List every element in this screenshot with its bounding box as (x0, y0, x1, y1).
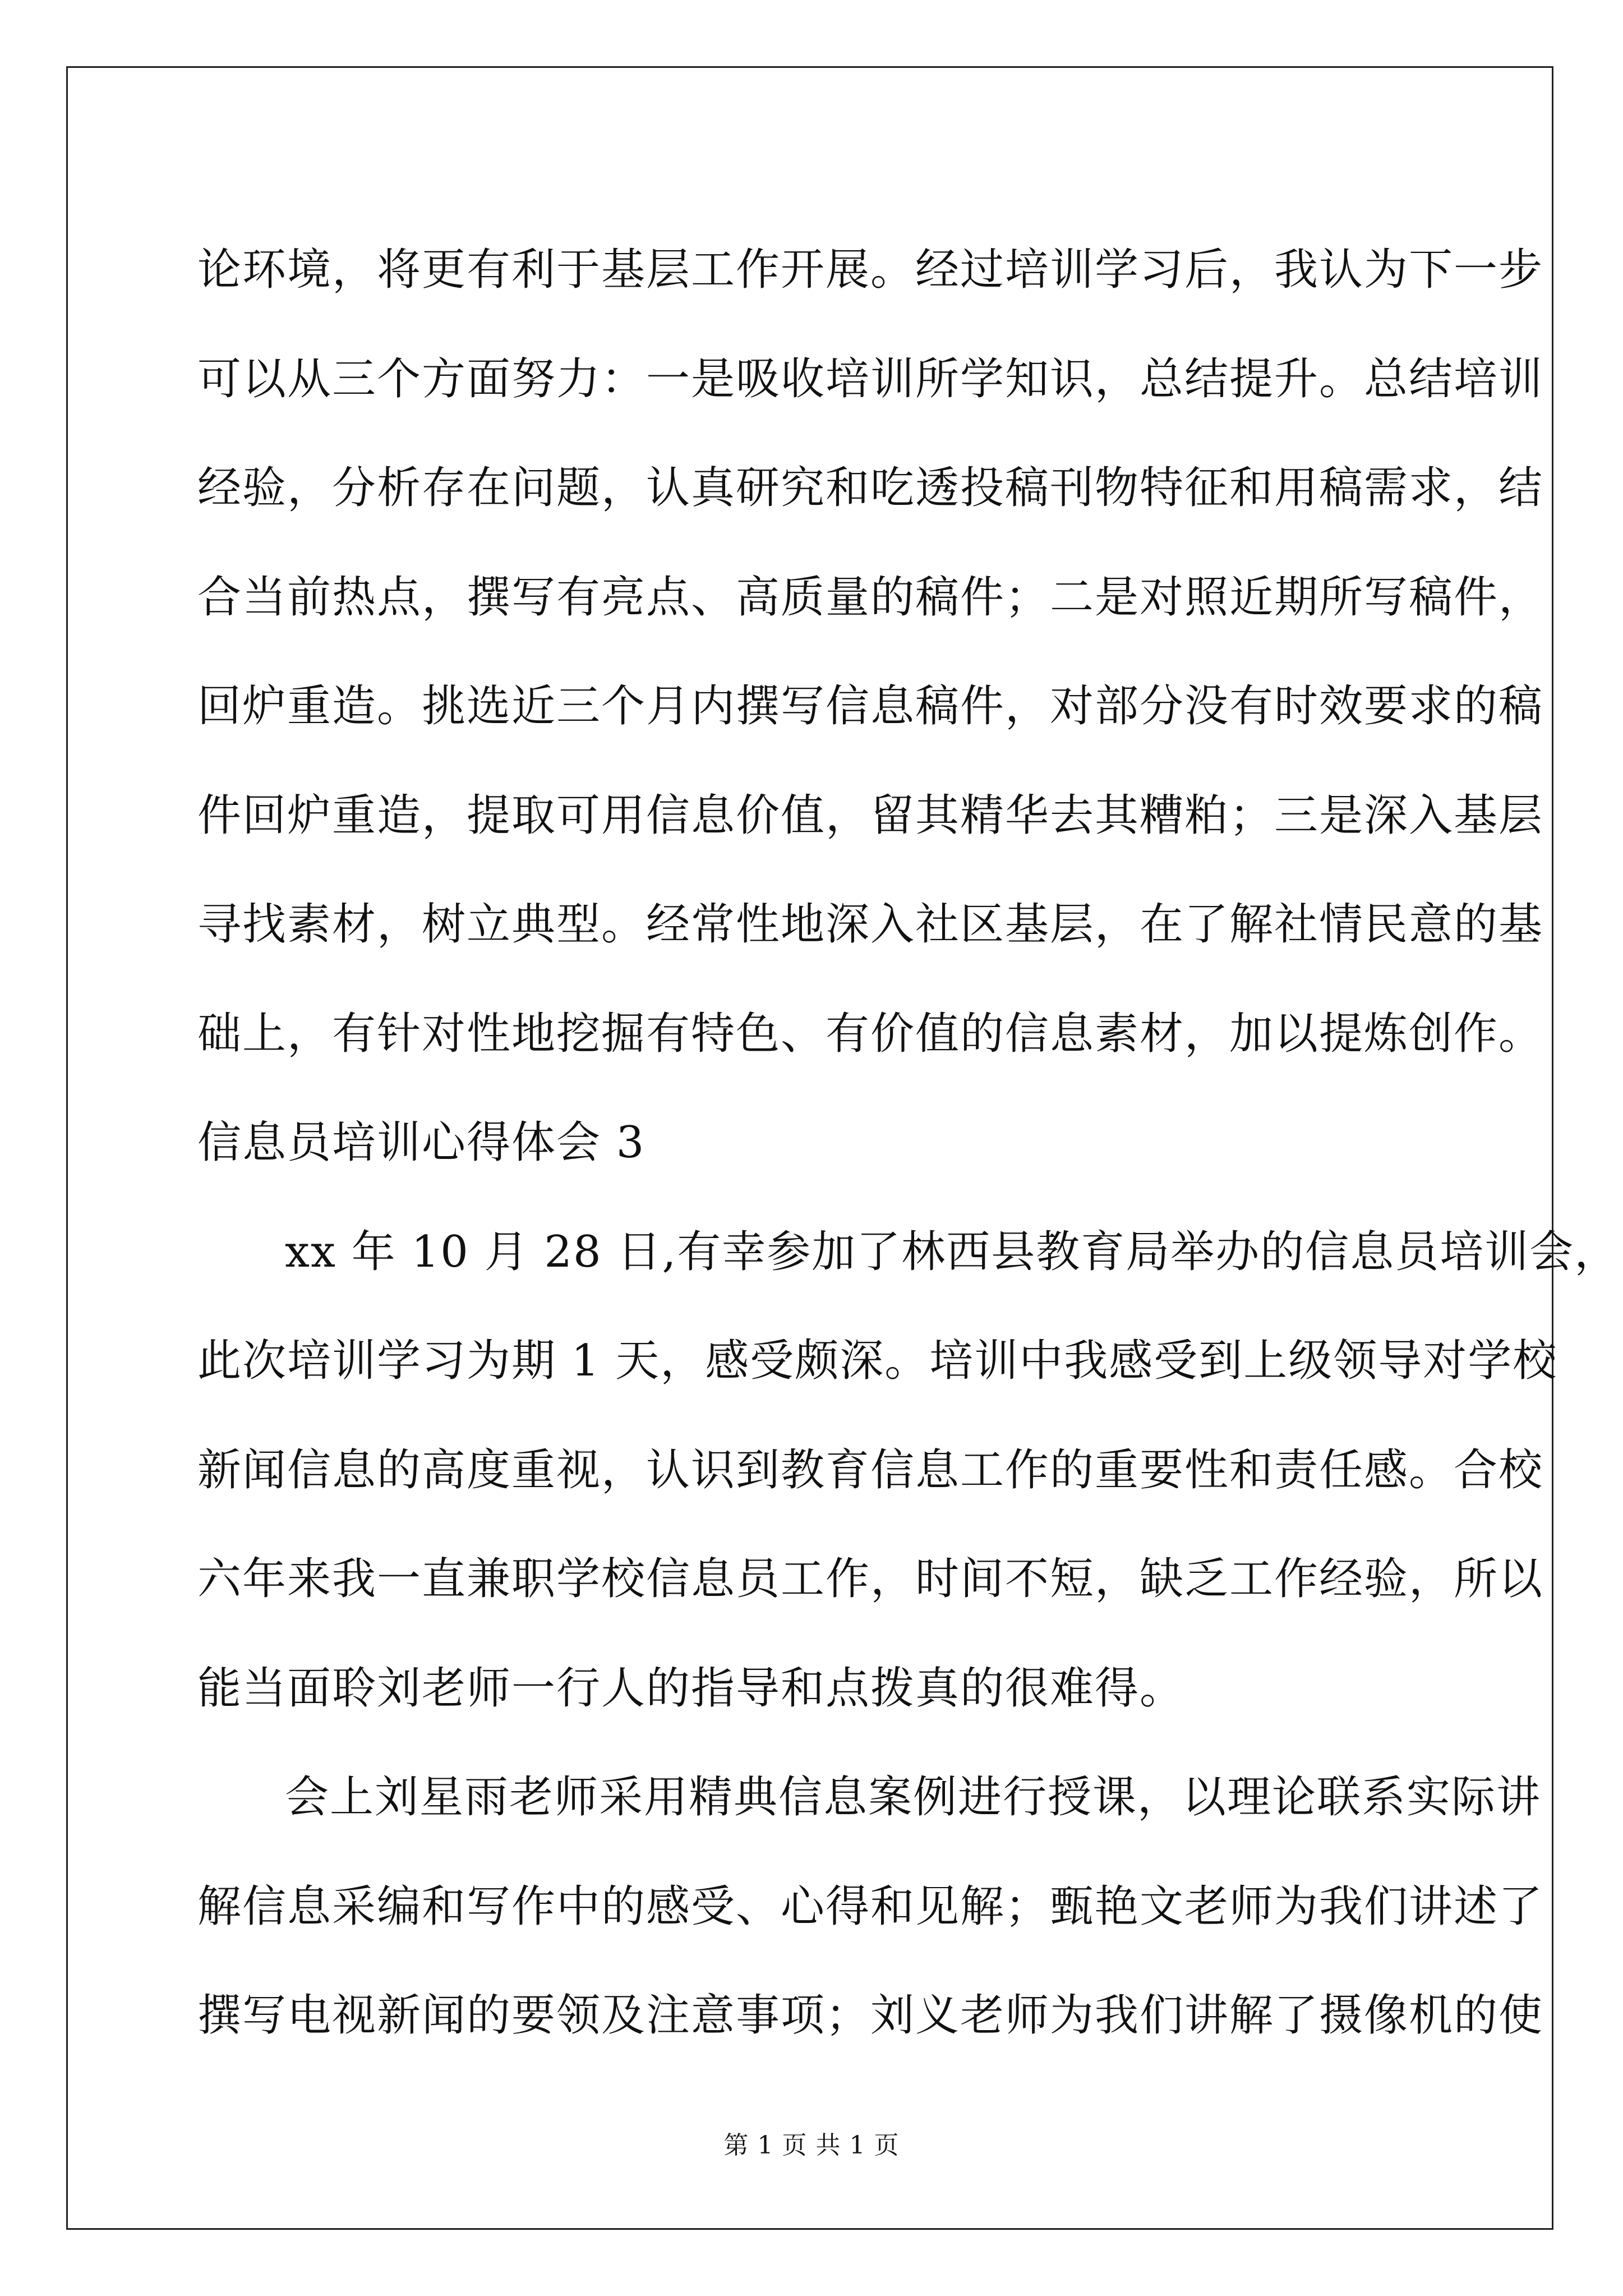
document-body (197, 215, 1620, 2070)
text-line: 可以从三个方面努力：一是吸收培训所学知识，总结提升。总结培训 (197, 353, 1544, 404)
text-line: 寻找素材，树立典型。经常性地深入社区基层，在了解社情民意的基 (197, 899, 1544, 950)
paragraph-first-line: xx 年 10 月 28 日,有幸参加了林西县教育局举办的信息员培训会， (285, 1226, 1620, 1277)
paragraph-first-line: 会上刘星雨老师采用精典信息案例进行授课，以理论联系实际讲 (285, 1772, 1542, 1823)
section-heading: 信息员培训心得体会 3 (197, 1117, 645, 1168)
text-line: 解信息采编和写作中的感受、心得和见解；甄艳文老师为我们讲述了 (197, 1881, 1544, 1932)
text-line: 回炉重造。挑选近三个月内撰写信息稿件，对部分没有时效要求的稿 (197, 681, 1544, 731)
text-line: 能当面聆刘老师一行人的指导和点拨真的很难得。 (197, 1663, 1185, 1714)
text-line: 础上，有针对性地挖掘有特色、有价值的信息素材，加以提炼创作。 (197, 1008, 1544, 1059)
text-line: 论环境，将更有利于基层工作开展。经过培训学习后，我认为下一步 (197, 245, 1544, 295)
text-line: 经验，分析存在问题，认真研究和吃透投稿刊物特征和用稿需求，结 (197, 463, 1544, 513)
text-line: 六年来我一直兼职学校信息员工作，时间不短，缺乏工作经验，所以 (197, 1554, 1544, 1604)
text-line: 新闻信息的高度重视，认识到教育信息工作的重要性和责任感。合校 (197, 1444, 1544, 1496)
page-footer: 第 1 页 共 1 页 (723, 2131, 900, 2160)
text-line: 件回炉重造，提取可用信息价值，留其精华去其糟粕；三是深入基层 (197, 790, 1544, 841)
text-line: 撰写电视新闻的要领及注意事项；刘义老师为我们讲解了摄像机的使 (197, 1990, 1544, 2041)
text-line: 此次培训学习为期 1 天，感受颇深。培训中我感受到上级领导对学校 (197, 1336, 1558, 1386)
text-line: 合当前热点，撰写有亮点、高质量的稿件；二是对照近期所写稿件， (197, 572, 1544, 623)
